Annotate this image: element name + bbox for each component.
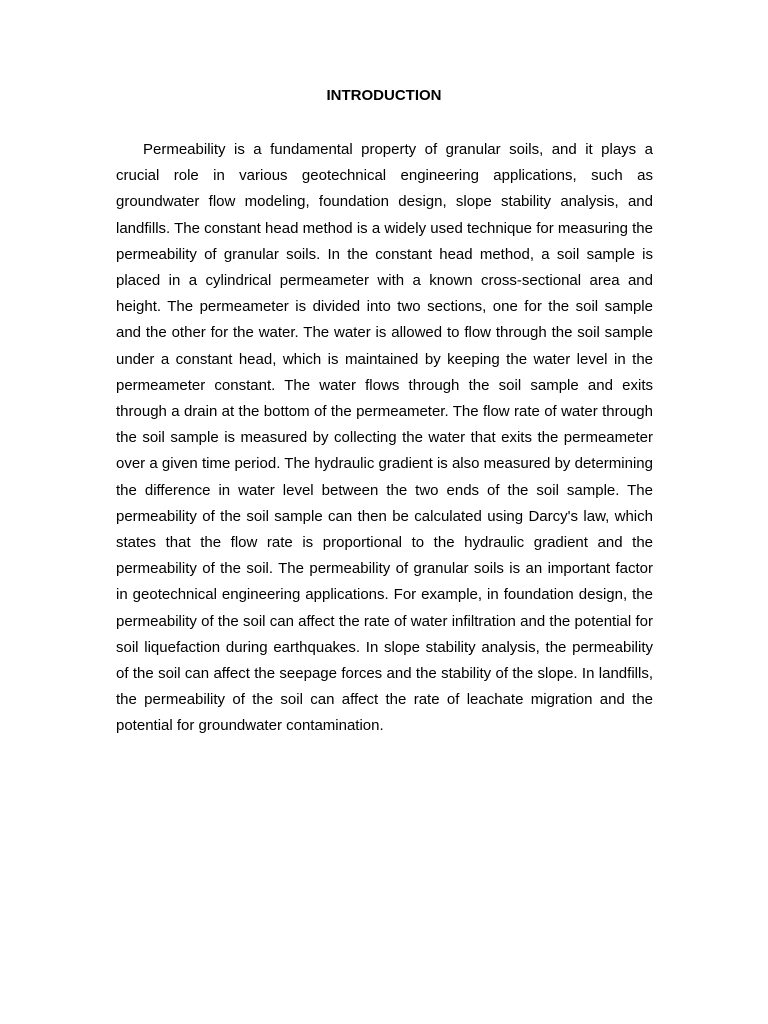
section-heading: INTRODUCTION (326, 87, 442, 104)
introduction-paragraph: Permeability is a fundamental property of granular soils, and it plays a crucial role in various geotechnical engineering applications, such as groundwater flow modeling, foundation design, slope stability analysis, and landfills. The constant head method is a widely used technique for measuring the permeability of granular soils. In the constant head method, a soil sample is placed in a cylindrical permeameter with a known cross-sectional area and height. The permeameter is divided into two sections, one for the soil sample and the other for the water. The water is allowed to flow through the soil sample under a constant head, which is maintained by keeping the water level in the permeameter constant. The water flows through the soil sample and exits through a drain at the bottom of the permeameter. The flow rate of water through the soil sample is measured by collecting the water that exits the permeameter over a given time period. The hydraulic gradient is also measured by determining the difference in water level between the two ends of the soil sample. The permeability of the soil sample can then be calculated using Darcy's law, which states that the flow rate is proportional to the hydraulic gradient and the permeability of the soil. The permeability of granular soils is an important factor in geotechnical engineering applications. For example, in foundation design, the permeability of the soil can affect the rate of water infiltration and the potential for soil liquefaction during earthquakes. In slope stability analysis, the permeability of the soil can affect the seepage forces and the stability of the slope. In landfills, the permeability of the soil can affect the rate of leachate migration and the potential for groundwater contamination. (116, 141, 653, 735)
